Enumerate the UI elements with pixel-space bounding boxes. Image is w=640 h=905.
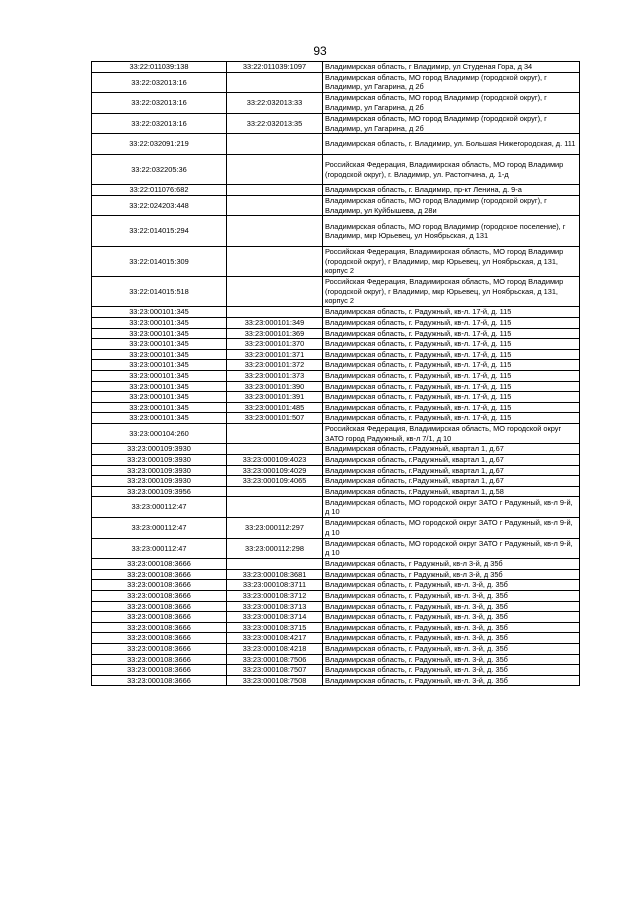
table-row	[92, 246, 580, 276]
child-cadastral-number-cell: 33:23:000108:7507	[227, 665, 323, 676]
child-cadastral-number-cell: 33:23:000108:3681	[227, 569, 323, 580]
child-cadastral-number-cell: 33:23:000108:3713	[227, 601, 323, 612]
table-row	[92, 622, 580, 633]
parent-cadastral-number-cell: 33:23:000108:3666	[92, 643, 227, 654]
table-row	[92, 381, 580, 392]
child-cadastral-number-cell: 33:23:000108:3711	[227, 580, 323, 591]
table-row	[92, 154, 580, 184]
parent-cadastral-number-cell: 33:23:000101:345	[92, 402, 227, 413]
parent-cadastral-number-cell: 33:23:000109:3956	[92, 486, 227, 497]
parent-cadastral-number-cell: 33:23:000109:3930	[92, 444, 227, 455]
cadastral-table-body	[92, 62, 580, 686]
parent-cadastral-number-cell: 33:23:000104:260	[92, 423, 227, 444]
child-cadastral-number-cell: 33:23:000101:349	[227, 317, 323, 328]
child-cadastral-number-cell: 33:22:032013:35	[227, 113, 323, 134]
table-row	[92, 93, 580, 114]
table-row	[92, 307, 580, 318]
address-cell: Владимирская область, г. Радужный, кв-л. 17-й, д. 115	[323, 413, 580, 424]
child-cadastral-number-cell	[227, 72, 323, 93]
child-cadastral-number-cell	[227, 134, 323, 155]
table-row	[92, 62, 580, 73]
child-cadastral-number-cell	[227, 185, 323, 196]
child-cadastral-number-cell: 33:23:000108:3715	[227, 622, 323, 633]
child-cadastral-number-cell: 33:23:000109:4029	[227, 465, 323, 476]
child-cadastral-number-cell	[227, 246, 323, 276]
child-cadastral-number-cell	[227, 486, 323, 497]
address-cell: Владимирская область, МО город Владимир (городское поселение), г Владимир, мкр Юрьевец, ул Ноябрьская, д 131	[323, 216, 580, 246]
table-row	[92, 612, 580, 623]
table-row	[92, 455, 580, 466]
table-row	[92, 675, 580, 686]
parent-cadastral-number-cell: 33:22:032013:16	[92, 93, 227, 114]
child-cadastral-number-cell: 33:23:000109:4065	[227, 476, 323, 487]
parent-cadastral-number-cell: 33:23:000108:3666	[92, 665, 227, 676]
table-row	[92, 402, 580, 413]
address-cell: Российская Федерация, Владимирская область, МО город Владимир (городской округ), г. Владимир, ул. Растопчина, д. 1-д	[323, 154, 580, 184]
address-cell: Владимирская область, г. Радужный, кв-л. 3-й, д. 35б	[323, 665, 580, 676]
child-cadastral-number-cell: 33:23:000108:4218	[227, 643, 323, 654]
parent-cadastral-number-cell: 33:23:000101:345	[92, 349, 227, 360]
parent-cadastral-number-cell: 33:23:000108:3666	[92, 633, 227, 644]
child-cadastral-number-cell: 33:23:000108:3714	[227, 612, 323, 623]
address-cell: Владимирская область, г. Радужный, кв-л. 17-й, д. 115	[323, 370, 580, 381]
table-row	[92, 444, 580, 455]
parent-cadastral-number-cell: 33:22:011076:682	[92, 185, 227, 196]
address-cell: Владимирская область, г. Владимир, пр-кт Ленина, д. 9-а	[323, 185, 580, 196]
parent-cadastral-number-cell: 33:23:000108:3666	[92, 654, 227, 665]
address-cell: Владимирская область, г. Радужный, кв-л. 17-й, д. 115	[323, 360, 580, 371]
table-row	[92, 413, 580, 424]
child-cadastral-number-cell	[227, 444, 323, 455]
parent-cadastral-number-cell: 33:23:000101:345	[92, 413, 227, 424]
address-cell: Владимирская область, г.Радужный, квартал 1, д.67	[323, 465, 580, 476]
parent-cadastral-number-cell: 33:23:000101:345	[92, 370, 227, 381]
table-row	[92, 423, 580, 444]
child-cadastral-number-cell: 33:23:000108:7508	[227, 675, 323, 686]
child-cadastral-number-cell: 33:23:000101:485	[227, 402, 323, 413]
child-cadastral-number-cell: 33:23:000101:391	[227, 392, 323, 403]
page-number: 93	[313, 44, 327, 58]
address-cell: Владимирская область, г. Радужный, кв-л. 3-й, д. 35б	[323, 601, 580, 612]
address-cell: Владимирская область, г.Радужный, квартал 1, д.67	[323, 455, 580, 466]
parent-cadastral-number-cell: 33:23:000112:47	[92, 497, 227, 518]
parent-cadastral-number-cell: 33:22:011039:138	[92, 62, 227, 73]
parent-cadastral-number-cell: 33:23:000108:3666	[92, 612, 227, 623]
child-cadastral-number-cell: 33:23:000108:7506	[227, 654, 323, 665]
child-cadastral-number-cell: 33:23:000109:4023	[227, 455, 323, 466]
table-row	[92, 317, 580, 328]
table-row	[92, 360, 580, 371]
address-cell: Владимирская область, г Радужный, кв-л 3-й, д 35б	[323, 559, 580, 570]
parent-cadastral-number-cell: 33:23:000109:3930	[92, 476, 227, 487]
parent-cadastral-number-cell: 33:22:024203:448	[92, 195, 227, 216]
table-row	[92, 486, 580, 497]
table-row	[92, 185, 580, 196]
address-cell: Владимирская область, г. Радужный, кв-л. 3-й, д. 35б	[323, 591, 580, 602]
address-cell: Владимирская область, г. Радужный, кв-л. 3-й, д. 35б	[323, 643, 580, 654]
child-cadastral-number-cell: 33:23:000101:370	[227, 339, 323, 350]
parent-cadastral-number-cell: 33:23:000109:3930	[92, 455, 227, 466]
table-row	[92, 349, 580, 360]
address-cell: Владимирская область, г. Радужный, кв-л. 17-й, д. 115	[323, 381, 580, 392]
child-cadastral-number-cell	[227, 559, 323, 570]
address-cell: Владимирская область, г. Радужный, кв-л. 17-й, д. 115	[323, 317, 580, 328]
child-cadastral-number-cell	[227, 277, 323, 307]
address-cell: Владимирская область, г. Радужный, кв-л. 17-й, д. 115	[323, 349, 580, 360]
child-cadastral-number-cell: 33:23:000108:4217	[227, 633, 323, 644]
address-cell: Владимирская область, г.Радужный, квартал 1, д.58	[323, 486, 580, 497]
table-row	[92, 569, 580, 580]
parent-cadastral-number-cell: 33:23:000108:3666	[92, 580, 227, 591]
address-cell: Владимирская область, г.Радужный, квартал 1, д.67	[323, 444, 580, 455]
parent-cadastral-number-cell: 33:23:000101:345	[92, 360, 227, 371]
child-cadastral-number-cell: 33:22:032013:33	[227, 93, 323, 114]
table-row	[92, 392, 580, 403]
address-cell: Владимирская область, г. Владимир, ул. Большая Нижегородская, д. 111	[323, 134, 580, 155]
table-row	[92, 328, 580, 339]
child-cadastral-number-cell	[227, 423, 323, 444]
parent-cadastral-number-cell: 33:22:014015:294	[92, 216, 227, 246]
table-row	[92, 370, 580, 381]
table-row	[92, 591, 580, 602]
table-row	[92, 633, 580, 644]
table-row	[92, 654, 580, 665]
address-cell: Владимирская область, МО городской округ ЗАТО г Радужный, кв-л 9-й, д 10	[323, 497, 580, 518]
address-cell: Владимирская область, МО город Владимир (городской округ), г Владимир, ул Гагарина, д 2б	[323, 93, 580, 114]
parent-cadastral-number-cell: 33:22:032091:219	[92, 134, 227, 155]
address-cell: Владимирская область, г. Радужный, кв-л. 17-й, д. 115	[323, 307, 580, 318]
table-row	[92, 559, 580, 570]
child-cadastral-number-cell: 33:22:011039:1097	[227, 62, 323, 73]
table-row	[92, 72, 580, 93]
address-cell: Владимирская область, г. Радужный, кв-л. 3-й, д. 35б	[323, 633, 580, 644]
child-cadastral-number-cell: 33:23:000101:507	[227, 413, 323, 424]
parent-cadastral-number-cell: 33:23:000101:345	[92, 392, 227, 403]
table-row	[92, 339, 580, 350]
address-cell: Владимирская область, г. Радужный, кв-л. 3-й, д. 35б	[323, 580, 580, 591]
table-row	[92, 665, 580, 676]
address-cell: Владимирская область, МО городской округ ЗАТО г Радужный, кв-л 9-й, д 10	[323, 518, 580, 539]
address-cell: Российская Федерация, Владимирская область, МО городской округ ЗАТО город Радужный, кв-л 7/1, д 10	[323, 423, 580, 444]
child-cadastral-number-cell: 33:23:000101:372	[227, 360, 323, 371]
table-row	[92, 216, 580, 246]
address-cell: Владимирская область, МО город Владимир (городской округ), г Владимир, ул Гагарина, д 2б	[323, 113, 580, 134]
table-row	[92, 538, 580, 559]
table-row	[92, 134, 580, 155]
address-cell: Владимирская область, г. Радужный, кв-л. 3-й, д. 35б	[323, 675, 580, 686]
address-cell: Владимирская область, г. Радужный, кв-л. 17-й, д. 115	[323, 339, 580, 350]
parent-cadastral-number-cell: 33:23:000101:345	[92, 328, 227, 339]
child-cadastral-number-cell: 33:23:000112:297	[227, 518, 323, 539]
parent-cadastral-number-cell: 33:23:000112:47	[92, 518, 227, 539]
child-cadastral-number-cell: 33:23:000101:390	[227, 381, 323, 392]
table-row	[92, 195, 580, 216]
table-row	[92, 113, 580, 134]
address-cell: Владимирская область, г.Радужный, квартал 1, д.67	[323, 476, 580, 487]
address-cell: Владимирская область, г Радужный, кв-л 3-й, д 35б	[323, 569, 580, 580]
address-cell: Российская Федерация, Владимирская область, МО город Владимир (городской округ), г Владимир, мкр Юрьевец, ул Ноябрьская, д 131, корпус 2	[323, 277, 580, 307]
parent-cadastral-number-cell: 33:23:000108:3666	[92, 591, 227, 602]
child-cadastral-number-cell: 33:23:000112:298	[227, 538, 323, 559]
address-cell: Владимирская область, г. Радужный, кв-л. 3-й, д. 35б	[323, 622, 580, 633]
table-row	[92, 518, 580, 539]
child-cadastral-number-cell	[227, 195, 323, 216]
parent-cadastral-number-cell: 33:23:000112:47	[92, 538, 227, 559]
parent-cadastral-number-cell: 33:23:000101:345	[92, 339, 227, 350]
parent-cadastral-number-cell: 33:23:000109:3930	[92, 465, 227, 476]
parent-cadastral-number-cell: 33:22:032013:16	[92, 113, 227, 134]
address-cell: Владимирская область, МО городской округ ЗАТО г Радужный, кв-л 9-й, д 10	[323, 538, 580, 559]
parent-cadastral-number-cell: 33:23:000101:345	[92, 317, 227, 328]
cadastral-table	[91, 61, 580, 686]
address-cell: Владимирская область, г. Радужный, кв-л. 17-й, д. 115	[323, 402, 580, 413]
address-cell: Российская Федерация, Владимирская область, МО город Владимир (городской округ), г Владимир, мкр Юрьевец, ул Ноябрьская, д 131, корпус 2	[323, 246, 580, 276]
child-cadastral-number-cell: 33:23:000101:373	[227, 370, 323, 381]
child-cadastral-number-cell: 33:23:000101:369	[227, 328, 323, 339]
table-row	[92, 476, 580, 487]
parent-cadastral-number-cell: 33:22:032205:36	[92, 154, 227, 184]
parent-cadastral-number-cell: 33:23:000108:3666	[92, 559, 227, 570]
parent-cadastral-number-cell: 33:22:014015:309	[92, 246, 227, 276]
table-row	[92, 277, 580, 307]
child-cadastral-number-cell	[227, 154, 323, 184]
address-cell: Владимирская область, МО город Владимир (городской округ), г Владимир, ул Гагарина, д 2б	[323, 72, 580, 93]
parent-cadastral-number-cell: 33:23:000108:3666	[92, 675, 227, 686]
address-cell: Владимирская область, г. Радужный, кв-л. 17-й, д. 115	[323, 328, 580, 339]
parent-cadastral-number-cell: 33:23:000108:3666	[92, 601, 227, 612]
child-cadastral-number-cell: 33:23:000101:371	[227, 349, 323, 360]
address-cell: Владимирская область, г. Радужный, кв-л. 17-й, д. 115	[323, 392, 580, 403]
child-cadastral-number-cell	[227, 216, 323, 246]
parent-cadastral-number-cell: 33:23:000101:345	[92, 307, 227, 318]
table-row	[92, 465, 580, 476]
table-row	[92, 643, 580, 654]
table-row	[92, 497, 580, 518]
child-cadastral-number-cell	[227, 307, 323, 318]
child-cadastral-number-cell: 33:23:000108:3712	[227, 591, 323, 602]
address-cell: Владимирская область, г. Радужный, кв-л. 3-й, д. 35б	[323, 612, 580, 623]
address-cell: Владимирская область, г. Радужный, кв-л. 3-й, д. 35б	[323, 654, 580, 665]
parent-cadastral-number-cell: 33:23:000108:3666	[92, 622, 227, 633]
address-cell: Владимирская область, МО город Владимир (городской округ), г Владимир, ул Куйбышева, д 28и	[323, 195, 580, 216]
table-row	[92, 580, 580, 591]
parent-cadastral-number-cell: 33:23:000108:3666	[92, 569, 227, 580]
table-row	[92, 601, 580, 612]
parent-cadastral-number-cell: 33:22:032013:16	[92, 72, 227, 93]
address-cell: Владимирская область, г Владимир, ул Студеная Гора, д 34	[323, 62, 580, 73]
parent-cadastral-number-cell: 33:23:000101:345	[92, 381, 227, 392]
child-cadastral-number-cell	[227, 497, 323, 518]
parent-cadastral-number-cell: 33:22:014015:518	[92, 277, 227, 307]
